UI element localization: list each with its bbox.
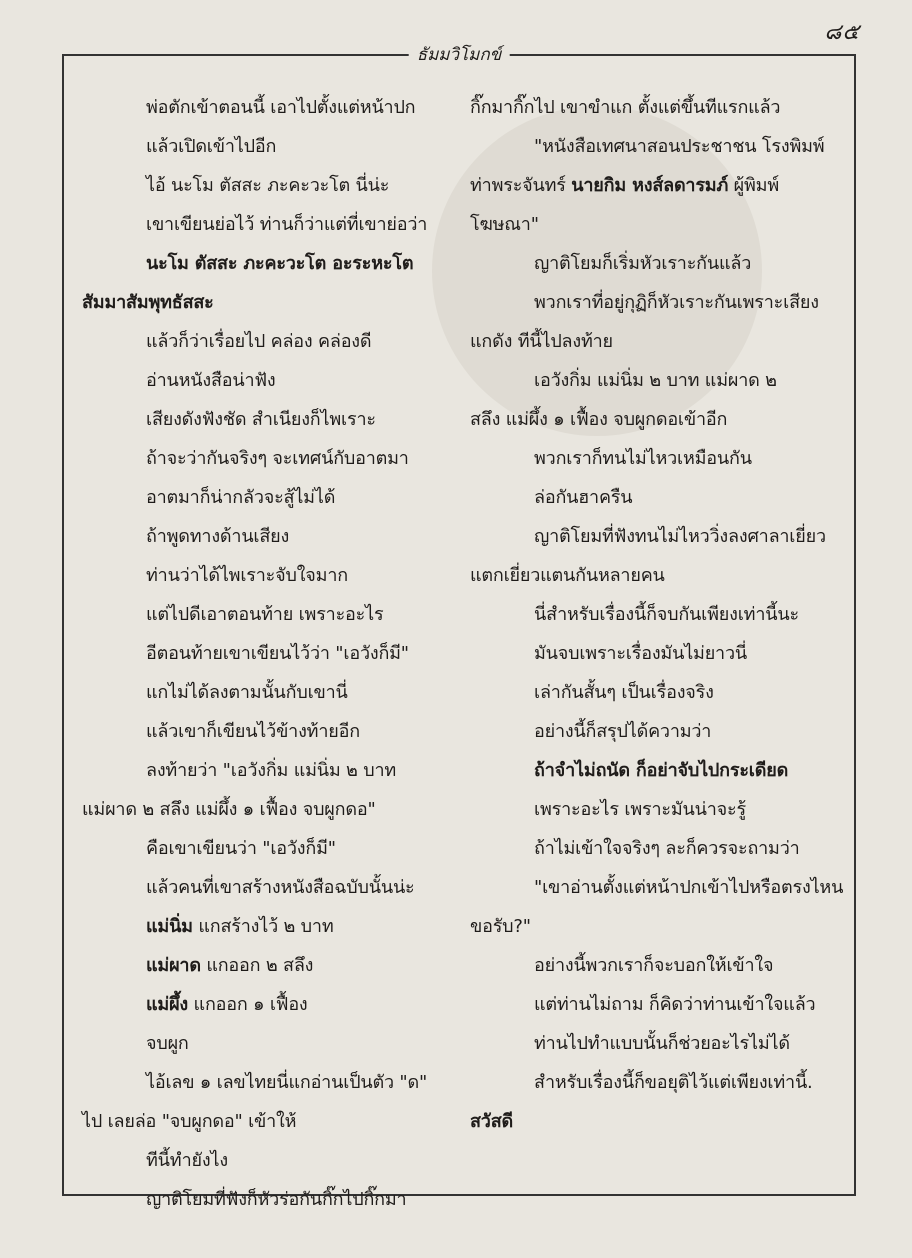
text-line: ไป เลยล่อ "จบผูกดอ" เข้าให้ bbox=[82, 1111, 297, 1132]
emphasis-text: แม่ผาด bbox=[146, 955, 201, 976]
right-column bbox=[470, 88, 844, 1141]
content-frame bbox=[62, 45, 856, 1210]
text-line: อ่านหนังสือน่าฟัง bbox=[146, 370, 276, 391]
text-line: แม่นิ่ม แกสร้างไว้ ๒ บาท bbox=[146, 916, 334, 937]
text-line: พวกเราก็ทนไม่ไหวเหมือนกัน bbox=[534, 448, 752, 469]
text-line: มันจบเพราะเรื่องมันไม่ยาวนี่ bbox=[534, 643, 747, 664]
running-header: ธัมมวิโมกข์ bbox=[409, 41, 510, 68]
text-line: แกไม่ได้ลงตามนั้นกับเขานี่ bbox=[146, 682, 348, 703]
text-line: โฆษณา" bbox=[470, 214, 539, 235]
text-line: ทีนี้ทำยังไง bbox=[146, 1150, 228, 1171]
text-line: อย่างนี้ก็สรุปได้ความว่า bbox=[534, 721, 712, 742]
text-line: ถ้าจะว่ากันจริงๆ จะเทศน์กับอาตมา bbox=[146, 448, 409, 469]
text-line: เสียงดังฟังชัด สำเนียงก็ไพเราะ bbox=[146, 409, 376, 430]
text-line: แล้วเปิดเข้าไปอีก bbox=[146, 136, 277, 157]
text-line: ญาติโยมที่ฟังทนไม่ไหววิ่งลงศาลาเยี่ยว bbox=[534, 526, 826, 547]
text-line: แม่ผึ้ง แกออก ๑ เฟื้อง bbox=[146, 994, 308, 1015]
text-line: ล่อกันฮาครืน bbox=[534, 487, 633, 508]
text-line: ถ้าจำไม่ถนัด ก็อย่าจับไปกระเดียด bbox=[534, 760, 789, 781]
text-line: อาตมาก็น่ากลัวจะสู้ไม่ได้ bbox=[146, 487, 336, 508]
left-column bbox=[82, 88, 450, 1219]
text-line: ไอ้ นะโม ตัสสะ ภะคะวะโต นี่น่ะ bbox=[146, 175, 390, 196]
text-line: แกดัง ทีนี้ไปลงท้าย bbox=[470, 331, 613, 352]
text-line: จบผูก bbox=[146, 1033, 189, 1054]
text-line: แต่ไปดีเอาตอนท้าย เพราะอะไร bbox=[146, 604, 384, 625]
text-line: ไอ้เลข ๑ เลขไทยนี่แกอ่านเป็นตัว "ด" bbox=[146, 1072, 428, 1093]
emphasis-text: นายกิม หงส์ลดารมภ์ bbox=[571, 175, 729, 196]
text-line: สวัสดี bbox=[470, 1111, 513, 1132]
text-line: แล้วก็ว่าเรื่อยไป คล่อง คล่องดี bbox=[146, 331, 372, 352]
text-line: นะโม ตัสสะ ภะคะวะโต อะระหะโต bbox=[146, 253, 414, 274]
text-line: ถ้าพูดทางด้านเสียง bbox=[146, 526, 290, 547]
text-line: "เขาอ่านตั้งแต่หน้าปกเข้าไปหรือตรงไหน bbox=[534, 877, 844, 898]
text-line: กิ๊กมากิ๊กไป เขาขำแก ตั้งแต่ขึ้นทีแรกแล้ว bbox=[470, 97, 781, 118]
text-line: ท่านว่าได้ไพเราะจับใจมาก bbox=[146, 565, 348, 586]
text-line: เพราะอะไร เพราะมันน่าจะรู้ bbox=[534, 799, 746, 820]
page-number: ๘๕ bbox=[824, 20, 860, 45]
text-line: แม่ผาด ๒ สลึง แม่ผึ้ง ๑ เฟื้อง จบผูกดอ" bbox=[82, 799, 376, 820]
text-line: พ่อตักเข้าตอนนี้ เอาไปตั้งแต่หน้าปก bbox=[146, 97, 416, 118]
text-line: แม่ผาด แกออก ๒ สลึง bbox=[146, 955, 314, 976]
text-line: แต่ท่านไม่ถาม ก็คิดว่าท่านเข้าใจแล้ว bbox=[534, 994, 816, 1015]
text-line: อีตอนท้ายเขาเขียนไว้ว่า "เอวังก็มี" bbox=[146, 643, 409, 664]
text-line: ญาติโยมที่ฟังก็หัวร่อกันกิ๊กไปกิ๊กมา bbox=[146, 1189, 407, 1210]
text-line: แล้วคนที่เขาสร้างหนังสือฉบับนั้นน่ะ bbox=[146, 877, 415, 898]
text-line: แล้วเขาก็เขียนไว้ข้างท้ายอีก bbox=[146, 721, 360, 742]
text-line: พวกเราที่อยู่กุฏิก็หัวเราะกันเพราะเสียง bbox=[534, 292, 819, 313]
text-line: นี่สำหรับเรื่องนี้ก็จบกันเพียงเท่านี้นะ bbox=[534, 604, 799, 625]
text-line: "หนังสือเทศนาสอนประชาชน โรงพิมพ์ bbox=[534, 136, 825, 157]
emphasis-text: แม่นิ่ม bbox=[146, 916, 193, 937]
emphasis-text: แม่ผึ้ง bbox=[146, 994, 189, 1015]
text-line: คือเขาเขียนว่า "เอวังก็มี" bbox=[146, 838, 336, 859]
text-line: ขอรับ?" bbox=[470, 916, 531, 937]
text-line: ญาติโยมก็เริ่มหัวเราะกันแล้ว bbox=[534, 253, 752, 274]
text-line: สำหรับเรื่องนี้ก็ขอยุติไว้แต่เพียงเท่านี้. bbox=[534, 1072, 813, 1093]
text-line: อย่างนี้พวกเราก็จะบอกให้เข้าใจ bbox=[534, 955, 774, 976]
text-line: เอวังกิ่ม แม่นิ่ม ๒ บาท แม่ผาด ๒ bbox=[534, 370, 777, 391]
text-line: สลึง แม่ผึ้ง ๑ เฟื้อง จบผูกดอเข้าอีก bbox=[470, 409, 728, 430]
text-line: ลงท้ายว่า "เอวังกิ่ม แม่นิ่ม ๒ บาท bbox=[146, 760, 397, 781]
text-line: ท่าพระจันทร์ นายกิม หงส์ลดารมภ์ ผู้พิมพ์ bbox=[470, 175, 780, 196]
text-line: ถ้าไม่เข้าใจจริงๆ ละก็ควรจะถามว่า bbox=[534, 838, 800, 859]
text-line: สัมมาสัมพุทธัสสะ bbox=[82, 292, 214, 313]
text-line: ท่านไปทำแบบนั้นก็ช่วยอะไรไม่ได้ bbox=[534, 1033, 790, 1054]
text-line: เขาเขียนย่อไว้ ท่านก็ว่าแต่ที่เขาย่อว่า bbox=[146, 214, 428, 235]
text-line: แตกเยี่ยวแตนกันหลายคน bbox=[470, 565, 665, 586]
text-line: เล่ากันสั้นๆ เป็นเรื่องจริง bbox=[534, 682, 714, 703]
